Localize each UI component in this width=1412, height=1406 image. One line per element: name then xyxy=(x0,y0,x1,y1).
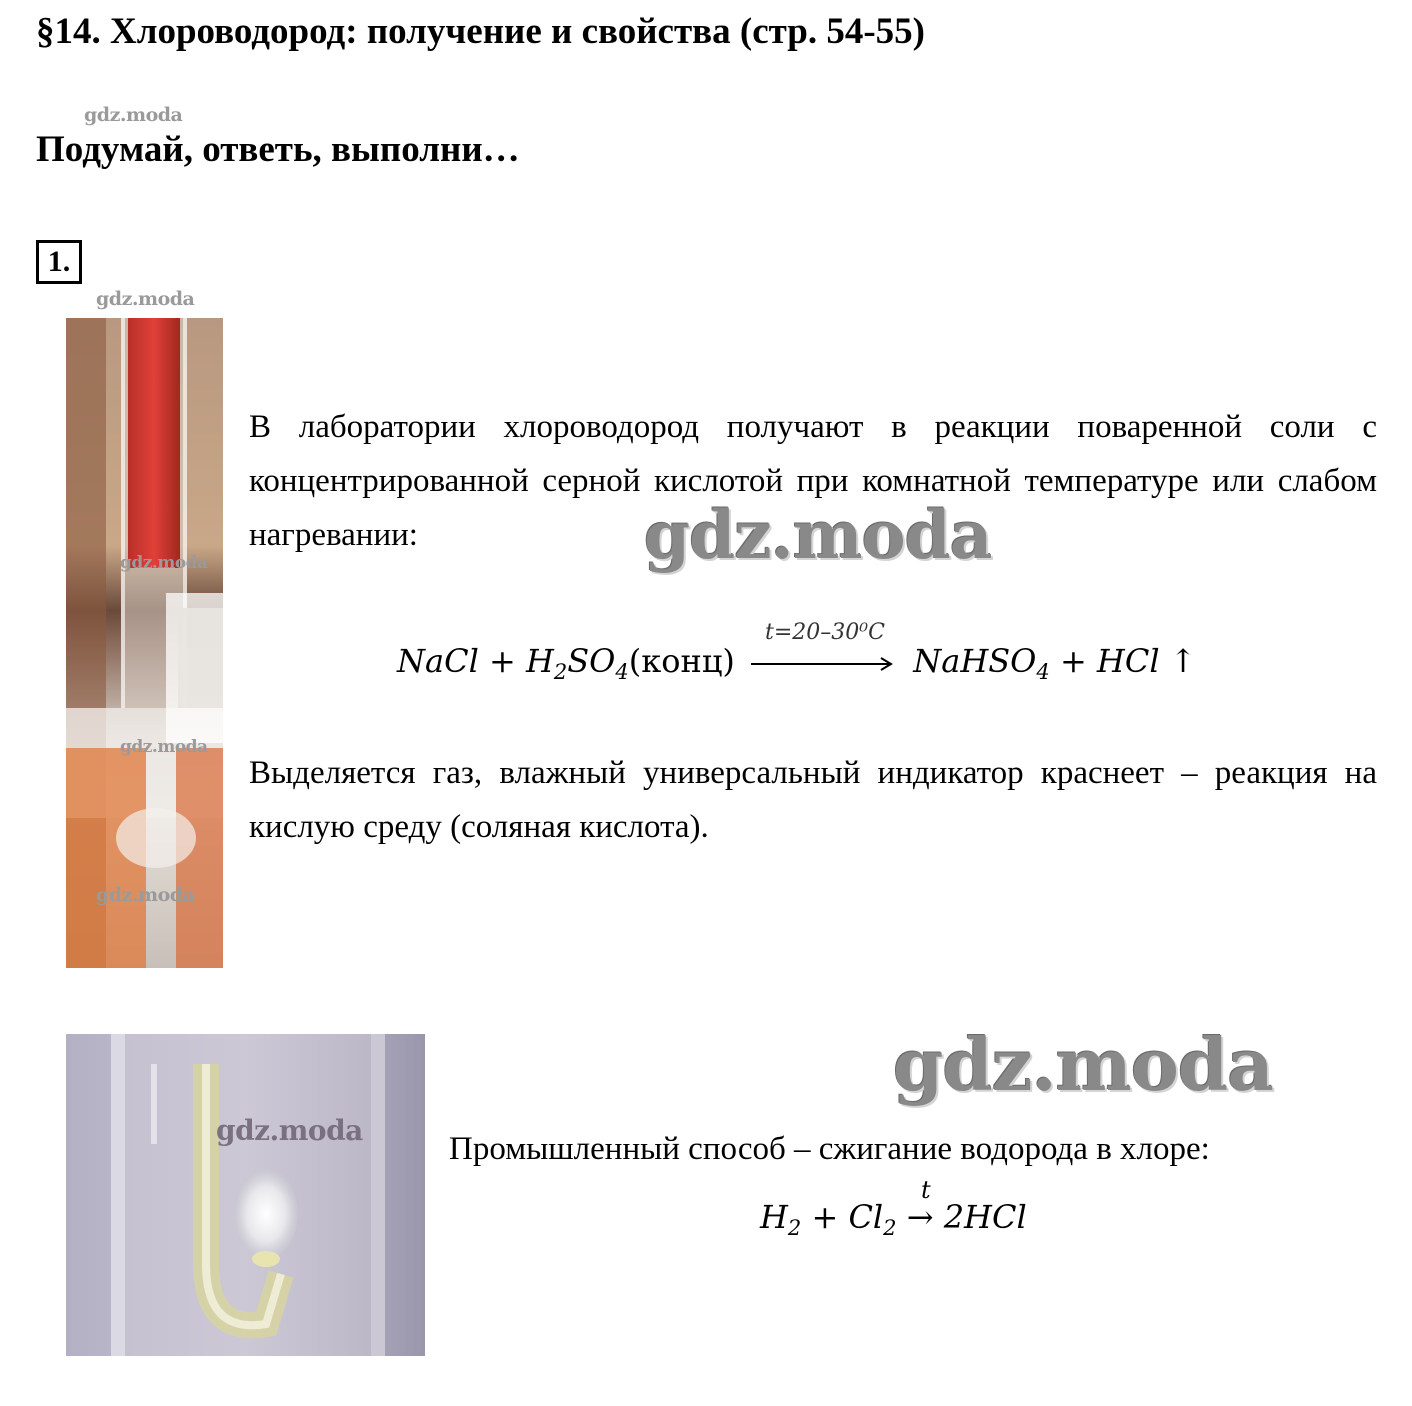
industrial-equation xyxy=(760,1198,1027,1240)
reaction-arrow-icon: → xyxy=(906,1198,934,1236)
eq-subscript: 4 xyxy=(615,660,629,684)
reaction-condition: t xyxy=(921,1176,931,1204)
task-number: 1. xyxy=(36,240,82,284)
eq-plus: + xyxy=(811,1198,839,1236)
burner-tube-illustration xyxy=(66,1034,425,1356)
eq-subscript: 2 xyxy=(787,1216,802,1240)
watermark: gdz.moda xyxy=(84,104,183,126)
eq-reactant-cl2: Cl xyxy=(848,1198,884,1236)
reaction-condition: t=20–30⁰C xyxy=(765,620,885,645)
eq-reactant-so: SO xyxy=(567,642,616,680)
watermark: gdz.moda xyxy=(893,1022,1273,1107)
page-title: §14. Хлороводород: получение и свойства (стр. 54-55) xyxy=(36,11,925,52)
eq-subscript: 2 xyxy=(883,1216,897,1240)
watermark: gdz.moda xyxy=(216,1114,363,1147)
industrial-burning-photo xyxy=(66,1034,425,1356)
watermark: gdz.moda xyxy=(120,553,208,573)
lab-apparatus-photo xyxy=(66,318,223,968)
eq-reactant-nacl: NaCl xyxy=(397,642,479,680)
eq-product-hcl: 2HCl xyxy=(943,1198,1027,1236)
test-tube-illustration xyxy=(66,318,223,968)
lab-equation xyxy=(397,642,1197,684)
gas-arrow-icon: ↑ xyxy=(1169,642,1197,680)
watermark: gdz.moda xyxy=(644,496,992,574)
eq-plus: + xyxy=(1059,642,1087,680)
watermark: gdz.moda xyxy=(120,737,208,757)
watermark: gdz.moda xyxy=(96,288,195,310)
eq-product-nahso: NaHSO xyxy=(913,642,1037,680)
watermark: gdz.moda xyxy=(96,884,195,906)
eq-plus: + xyxy=(488,642,516,680)
eq-reactant-h2: H xyxy=(760,1198,788,1236)
lab-method-text: В лаборатории хлороводород получают в реакции поваренной соли с концентрированной серной кислотой при комнатной температуре или слабом нагревании: xyxy=(249,409,1377,553)
eq-reactant-h: H xyxy=(525,642,554,680)
eq-subscript: 2 xyxy=(553,660,568,684)
industrial-method-text: Промышленный способ – сжигание водорода в хлоре: xyxy=(449,1131,1210,1167)
eq-subscript: 4 xyxy=(1036,660,1050,684)
eq-product-hcl: HCl xyxy=(1096,642,1160,680)
observation-text: Выделяется газ, влажный универсальный индикатор краснеет – реакция на кислую среду (соляная кислота). xyxy=(249,755,1377,845)
reaction-arrow xyxy=(749,654,899,674)
eq-concentrated-label: (конц) xyxy=(628,642,735,680)
section-subtitle: Подумай, ответь, выполни… xyxy=(36,129,520,170)
